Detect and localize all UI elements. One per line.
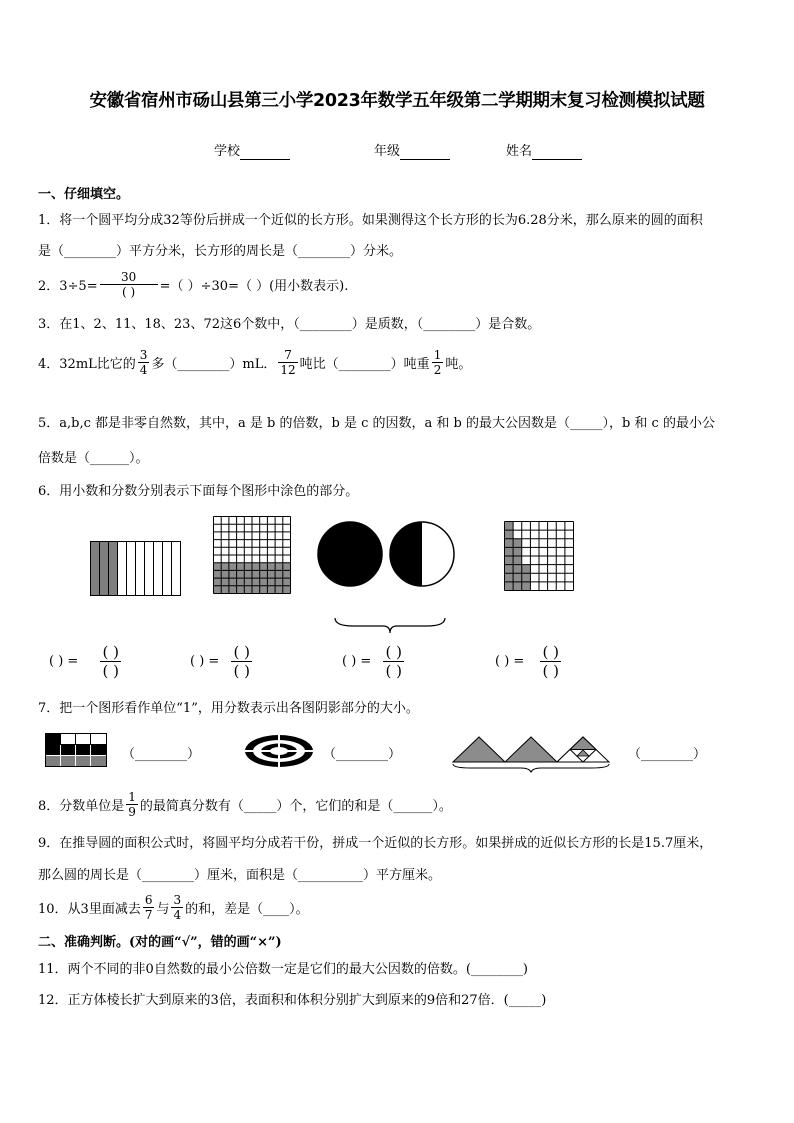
q8-frac-num: 1 (128, 790, 136, 804)
q6-answer-3-num[interactable]: ( ) (385, 643, 402, 661)
q6-answer-2-den[interactable]: ( ) (233, 662, 250, 680)
q6-answer-4-eq: = (513, 654, 525, 669)
q5-line2: 倍数是（______）。 (38, 451, 149, 466)
page-title: 安徽省宿州市砀山县第三小学2023年数学五年级第二学期期末复习检测模拟试题 (89, 91, 705, 111)
q4-f1-den: 4 (139, 363, 148, 377)
q8-frac-den: 9 (128, 805, 136, 819)
q10-frac-6-7 (143, 893, 155, 922)
q2-frac-den[interactable]: ( ) (100, 284, 158, 299)
q4-text-d: 吨。 (445, 357, 472, 372)
q3: 3．在1、2、11、18、23、72这6个数中，（________）是质数，（________）是合数。 (38, 317, 541, 332)
q10-f1-num: 6 (144, 893, 153, 907)
q2-frac-num: 30 (120, 270, 137, 284)
q7-answer-1[interactable]: （________） (122, 747, 201, 762)
q6-answer-4-decimal[interactable]: ( ) (495, 654, 510, 669)
q5-line1: 5．a,b,c 都是非零自然数，其中，a 是 b 的倍数，b 是 c 的因数，a 和 b 的最大公因数是（_____），b 和 c 的最小公 (38, 416, 715, 431)
q10-frac-3-4 (171, 893, 183, 922)
q4-f2-den: 12 (280, 363, 296, 377)
q8-text-a: 8．分数单位是 (38, 799, 125, 814)
q10 (38, 893, 309, 922)
grade-blank[interactable] (400, 144, 450, 160)
q6-answer-3-den[interactable]: ( ) (385, 662, 402, 680)
q8 (38, 790, 452, 819)
q6-answer-4-fraction[interactable] (540, 643, 560, 680)
q6-answer-1-fraction[interactable] (100, 643, 120, 680)
q6-answer-2-num[interactable]: ( ) (233, 643, 250, 661)
q7-text: 7．把一个图形看作单位“1”，用分数表示出各图阴影部分的大小。 (38, 701, 419, 716)
q10-text-mid: 与 (156, 902, 170, 917)
grade-field[interactable] (374, 140, 450, 160)
q10-f2-num: 3 (173, 893, 182, 907)
q11: 11．两个不同的非0自然数的最小公倍数一定是它们的最大公因数的倍数。(________) (38, 962, 528, 977)
q6-brace (333, 616, 447, 636)
q6-answer-2-eq: = (208, 654, 220, 669)
q4-text-a: 4．32mL比它的 (38, 357, 136, 372)
q2-rest: =（ ）÷30=（ ）(用小数表示). (159, 279, 349, 294)
q6-figure-circles (317, 520, 457, 588)
q10-text-b: 的和，差是（____）。 (185, 902, 309, 917)
q4-f3-num: 1 (433, 348, 442, 362)
q4-f2-num: 7 (284, 348, 292, 362)
q10-text-a: 10．从3里面减去 (38, 902, 141, 917)
q4-f1-num: 3 (139, 348, 148, 362)
q6-answer-1-eq: = (67, 654, 79, 669)
school-label: 学校 (214, 144, 241, 159)
q6-answer-1-num[interactable]: ( ) (102, 643, 119, 661)
q8-frac-1-9 (126, 790, 138, 819)
q1-line2: 是（________）平方分米，长方形的周长是（________）分米。 (38, 244, 403, 259)
q6-text: 6．用小数和分数分别表示下面每个图形中涂色的部分。 (38, 484, 359, 499)
q8-text-b: 的最简真分数有（_____）个，它们的和是（______）。 (139, 799, 452, 814)
name-label: 姓名 (506, 144, 533, 159)
q6-answer-3-fraction[interactable] (383, 643, 403, 680)
q6-answer-2-fraction[interactable] (231, 643, 251, 680)
name-field[interactable] (506, 140, 582, 160)
q4 (38, 348, 471, 377)
q6-answer-3[interactable] (342, 643, 406, 680)
q4-text-b: 多（________）mL． (151, 357, 277, 372)
q2 (38, 270, 348, 299)
q7-figure-triangles (451, 734, 611, 774)
q6-answer-1-den[interactable]: ( ) (102, 662, 119, 680)
q7-answer-2[interactable]: （________） (323, 747, 402, 762)
q6-answer-1-decimal[interactable]: ( ) (49, 654, 64, 669)
school-field[interactable] (214, 140, 290, 160)
q7-figure-target (244, 734, 314, 768)
q4-text-c: 吨比（________）吨重 (299, 357, 430, 372)
school-blank[interactable] (240, 144, 290, 160)
q6-figure-square-grid (504, 521, 574, 591)
section-1-heading: 一、仔细填空。 (38, 187, 130, 202)
q6-figure-striped-rectangle (90, 541, 182, 596)
grade-label: 年级 (374, 144, 401, 159)
q12: 12．正方体棱长扩大到原来的3倍，表面积和体积分别扩大到原来的9倍和27倍．(_____) (38, 993, 547, 1008)
q7-answer-3[interactable]: （________） (628, 747, 707, 762)
q6-answer-1[interactable] (49, 643, 123, 680)
q6-answer-4[interactable] (495, 643, 563, 680)
q10-f2-den: 4 (173, 908, 182, 922)
q2-prefix: 2．3÷5= (38, 279, 98, 294)
q4-frac-3-4 (138, 348, 150, 377)
q4-f3-den: 2 (433, 363, 442, 377)
q6-answer-2[interactable] (190, 643, 254, 680)
name-blank[interactable] (532, 144, 582, 160)
q9-line2: 那么圆的周长是（________）厘米，面积是（__________）平方厘米。 (38, 868, 442, 883)
q6-answer-3-eq: = (360, 654, 372, 669)
q4-frac-7-12 (278, 348, 297, 377)
q6-answer-4-den[interactable]: ( ) (542, 662, 559, 680)
q10-f1-den: 7 (144, 908, 153, 922)
q6-answer-2-decimal[interactable]: ( ) (190, 654, 205, 669)
q7-figure-rect-grid (45, 733, 107, 767)
q6-answer-3-decimal[interactable]: ( ) (342, 654, 357, 669)
q6-figure-hundred-grid (213, 516, 291, 594)
q6-answer-4-num[interactable]: ( ) (542, 643, 559, 661)
section-2-heading: 二、准确判断。(对的画“√”，错的画“×”) (38, 935, 282, 950)
q2-fraction (100, 270, 158, 299)
q9-line1: 9．在推导圆的面积公式时，将圆平均分成若干份，拼成一个近似的长方形。如果拼成的近似长方形的长是15.7厘米， (38, 836, 713, 851)
q1-line1: 1．将一个圆平均分成32等份后拼成一个近似的长方形。如果测得这个长方形的长为6.28分米，那么原来的圆的面积 (38, 213, 703, 228)
q4-frac-1-2 (432, 348, 444, 377)
